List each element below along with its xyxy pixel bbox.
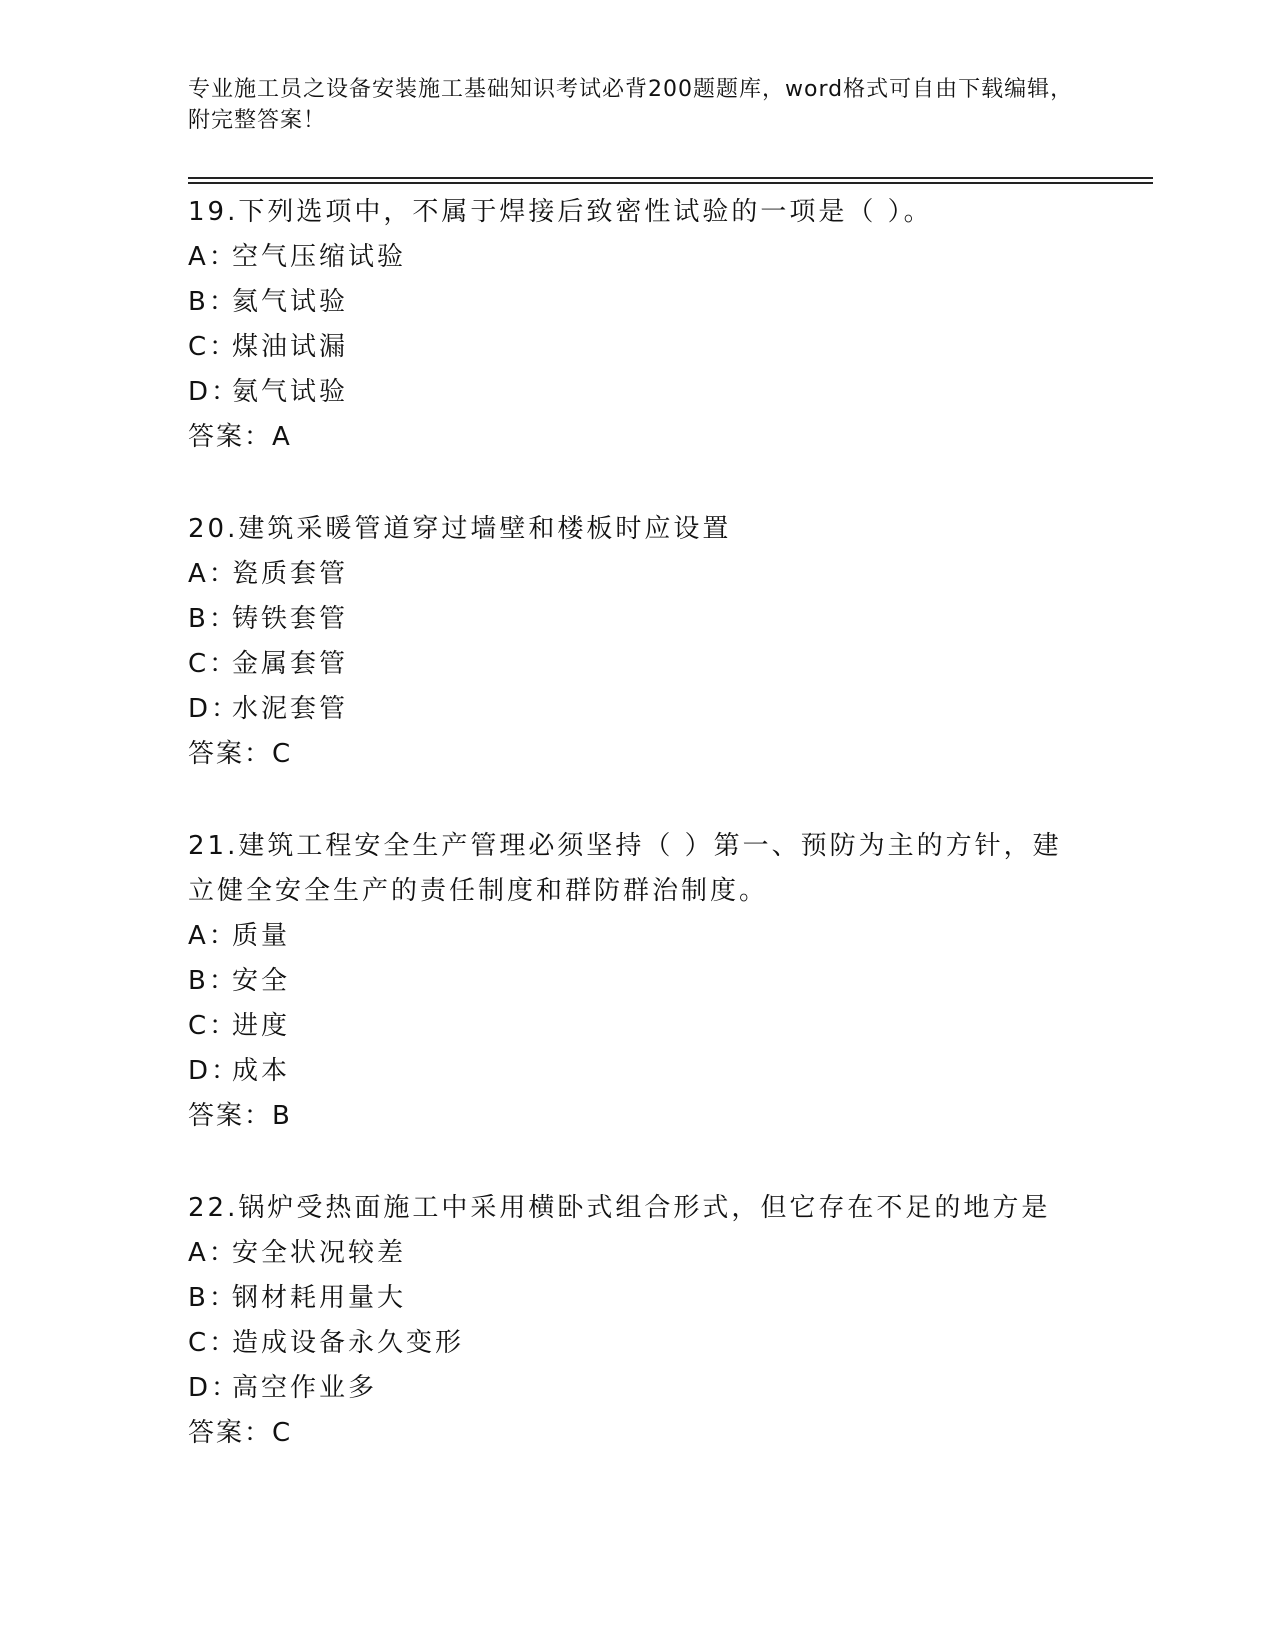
option-d — [188, 687, 1088, 732]
option-letter: D： — [188, 1056, 241, 1086]
option-letter: D： — [188, 694, 241, 724]
option-letter: D： — [188, 1373, 241, 1403]
option-letter: D： — [188, 377, 241, 407]
option-letter: C： — [188, 1011, 239, 1041]
header-divider-bottom — [188, 182, 1153, 184]
question-stem: 20.建筑采暖管道穿过墙壁和楼板时应设置 — [188, 514, 732, 544]
option-letter: C： — [188, 1328, 239, 1358]
option-c — [188, 1004, 1088, 1049]
option-a — [188, 914, 1088, 959]
option-text: 钢材耗用量大 — [232, 1283, 407, 1313]
document-header — [188, 74, 1088, 136]
option-text: 煤油试漏 — [232, 332, 349, 362]
option-letter: C： — [188, 649, 239, 679]
option-text: 造成设备永久变形 — [232, 1328, 465, 1358]
answer-line: 答案：A — [188, 422, 292, 452]
header-divider-top — [188, 177, 1153, 179]
option-text: 水泥套管 — [232, 694, 349, 724]
option-text: 进度 — [232, 1011, 291, 1041]
answer-line: 答案：C — [188, 1418, 293, 1448]
option-c — [188, 325, 1088, 370]
option-b — [188, 959, 1088, 1004]
answer-line: 答案：C — [188, 739, 293, 769]
option-text: 氦气试验 — [232, 287, 349, 317]
question-19 — [188, 190, 1088, 460]
option-text: 氨气试验 — [232, 377, 349, 407]
option-d — [188, 1366, 1088, 1411]
option-text: 空气压缩试验 — [232, 242, 407, 272]
option-b — [188, 1276, 1088, 1321]
option-letter: B： — [188, 287, 238, 317]
question-stem: 22.锅炉受热面施工中采用横卧式组合形式，但它存在不足的地方是 — [188, 1193, 1051, 1223]
option-c — [188, 642, 1088, 687]
option-a — [188, 235, 1088, 280]
option-text: 高空作业多 — [232, 1373, 378, 1403]
option-letter: A： — [188, 921, 238, 951]
option-text: 金属套管 — [232, 649, 349, 679]
question-22 — [188, 1186, 1088, 1456]
option-b — [188, 280, 1088, 325]
option-text: 质量 — [232, 921, 291, 951]
option-b — [188, 597, 1088, 642]
option-text: 安全状况较差 — [232, 1238, 407, 1268]
question-21 — [188, 824, 1088, 1139]
option-d — [188, 370, 1088, 415]
answer-line: 答案：B — [188, 1101, 292, 1131]
question-stem: 21.建筑工程安全生产管理必须坚持（ ）第一、预防为主的方针，建立健全安全生产的责任制度和群防群治制度。 — [188, 831, 1062, 906]
option-letter: B： — [188, 604, 238, 634]
question-list — [188, 190, 1088, 1503]
option-d — [188, 1049, 1088, 1094]
option-c — [188, 1321, 1088, 1366]
option-letter: B： — [188, 966, 238, 996]
option-letter: A： — [188, 1238, 238, 1268]
header-text: 专业施工员之设备安装施工基础知识考试必背200题题库，word格式可自由下载编辑，附完整答案！ — [188, 77, 1074, 133]
option-text: 铸铁套管 — [232, 604, 349, 634]
option-letter: A： — [188, 242, 238, 272]
question-20 — [188, 507, 1088, 777]
option-letter: A： — [188, 559, 238, 589]
option-letter: B： — [188, 1283, 238, 1313]
option-text: 安全 — [232, 966, 291, 996]
question-stem: 19.下列选项中，不属于焊接后致密性试验的一项是（ ）。 — [188, 197, 933, 227]
option-text: 瓷质套管 — [232, 559, 349, 589]
option-a — [188, 552, 1088, 597]
option-text: 成本 — [232, 1056, 291, 1086]
option-a — [188, 1231, 1088, 1276]
option-letter: C： — [188, 332, 239, 362]
